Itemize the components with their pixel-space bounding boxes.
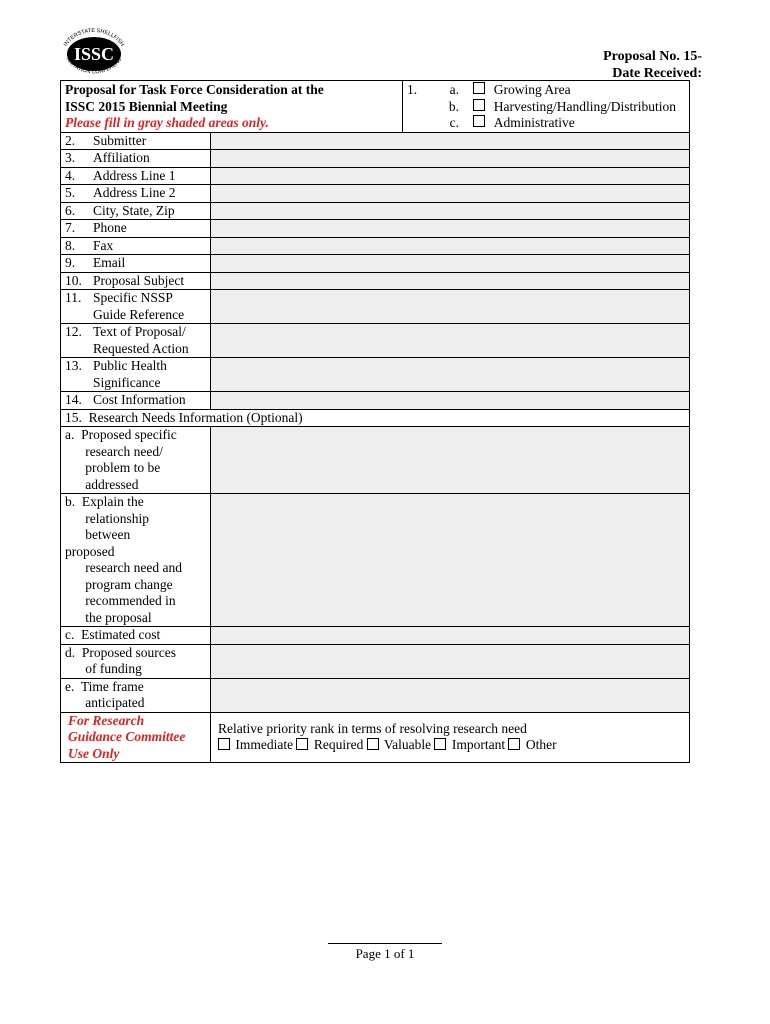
email-input[interactable] <box>211 255 690 273</box>
public-health-input[interactable] <box>211 358 690 392</box>
proposal-form <box>60 80 690 763</box>
estimated-cost-input[interactable] <box>211 627 690 645</box>
field-row-submitter: 2. Submitter <box>61 132 690 150</box>
checkbox-growing-area[interactable] <box>473 82 485 94</box>
research-row-b: b. Explain the relationship between proposed research need and program change recommended in the proposal <box>61 494 690 627</box>
affiliation-input[interactable] <box>211 150 690 168</box>
issc-logo <box>56 26 132 82</box>
cost-information-input[interactable] <box>211 392 690 410</box>
field-row-cost: 14. Cost Information <box>61 392 690 410</box>
checkbox-valuable[interactable] <box>367 738 379 750</box>
form-title: Proposal for Task Force Consideration at the ISSC 2015 Biennial Meeting Please fill in gray shaded areas only. <box>61 81 403 133</box>
submitter-input[interactable] <box>211 132 690 150</box>
relationship-input[interactable] <box>211 494 690 627</box>
field-row-proposal-text: 12. Text of Proposal/ Requested Action <box>61 324 690 358</box>
checkbox-administrative[interactable] <box>473 115 485 127</box>
address-line2-input[interactable] <box>211 185 690 203</box>
research-need-input[interactable] <box>211 427 690 494</box>
checkbox-harvesting[interactable] <box>473 99 485 111</box>
field-row-subject: 10. Proposal Subject <box>61 272 690 290</box>
priority-rank: Relative priority rank in terms of resolving research need Immediate Required Valuable Important Other <box>211 712 690 763</box>
svg-text:INTERSTATE SHELLFISH: INTERSTATE SHELLFISH <box>62 27 125 48</box>
field-row-public-health: 13. Public Health Significance <box>61 358 690 392</box>
proposal-header <box>603 48 702 82</box>
checkbox-required[interactable] <box>296 738 308 750</box>
proposal-text-input[interactable] <box>211 324 690 358</box>
fill-instruction: Please fill in gray shaded areas only. <box>65 115 269 130</box>
city-state-zip-input[interactable] <box>211 202 690 220</box>
committee-label: For Research Guidance Committee Use Only <box>68 712 186 761</box>
checkbox-immediate[interactable] <box>218 738 230 750</box>
field-row-address2: 5. Address Line 2 <box>61 185 690 203</box>
field-row-phone: 7. Phone <box>61 220 690 238</box>
checkbox-important[interactable] <box>434 738 446 750</box>
proposal-subject-input[interactable] <box>211 272 690 290</box>
research-heading: 15. Research Needs Information (Optional) <box>61 409 690 427</box>
guide-reference-input[interactable] <box>211 290 690 324</box>
research-row-c: c. Estimated cost <box>61 627 690 645</box>
page-footer: Page 1 of 1 <box>328 943 442 962</box>
research-row-d: d. Proposed sources of funding <box>61 644 690 678</box>
svg-text:SANITATION CONFERENCE: ANITATION CONFERENC <box>64 56 124 76</box>
research-row-a: a. Proposed specific research need/ problem to be addressed <box>61 427 690 494</box>
category-selector: 1. a. Growing Area b. Harvesting/Handling/Distribution c. Administrative <box>403 81 690 133</box>
checkbox-other[interactable] <box>508 738 520 750</box>
field-row-guide-reference: 11. Specific NSSP Guide Reference <box>61 290 690 324</box>
field-row-email: 9. Email <box>61 255 690 273</box>
research-row-e: e. Time frame anticipated <box>61 678 690 712</box>
field-row-fax: 8. Fax <box>61 237 690 255</box>
time-frame-input[interactable] <box>211 678 690 712</box>
fax-input[interactable] <box>211 237 690 255</box>
funding-sources-input[interactable] <box>211 644 690 678</box>
field-row-affiliation: 3. Affiliation <box>61 150 690 168</box>
proposal-number: Proposal No. 15- <box>603 49 702 64</box>
phone-input[interactable] <box>211 220 690 238</box>
svg-text:ISSC: ISSC <box>73 44 115 64</box>
field-row-city: 6. City, State, Zip <box>61 202 690 220</box>
committee-row <box>61 712 690 763</box>
date-received: Date Received: <box>612 66 702 81</box>
field-row-address1: 4. Address Line 1 <box>61 167 690 185</box>
address-line1-input[interactable] <box>211 167 690 185</box>
